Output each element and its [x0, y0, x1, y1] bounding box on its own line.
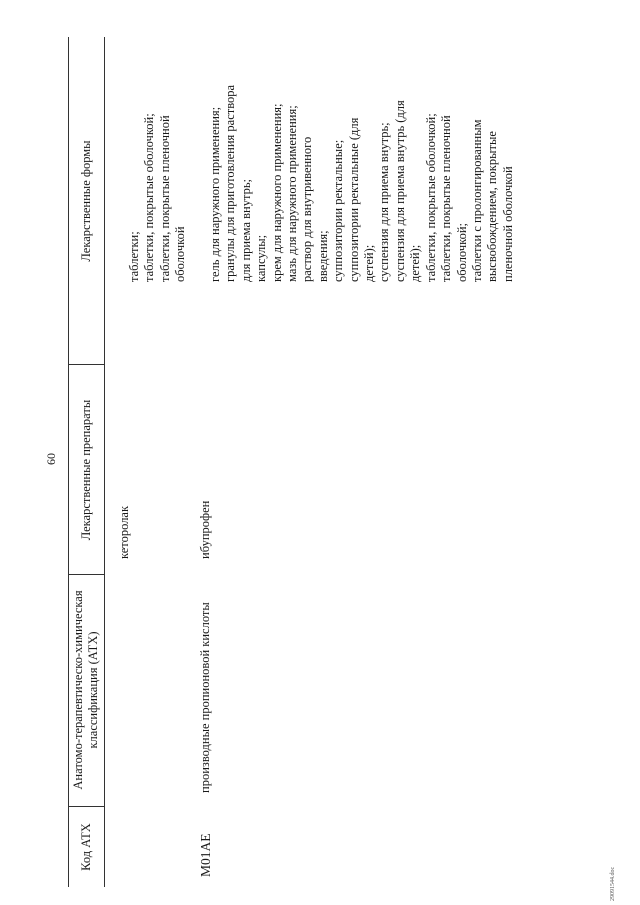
table-row-1-drug: кеторолак — [117, 505, 131, 559]
table-row-1-forms — [127, 113, 189, 282]
form-line: таблетки, покрытые пленочной — [439, 115, 454, 282]
table-row-2-forms — [208, 85, 516, 282]
form-line: капсулы; — [254, 234, 269, 282]
header-drugs: Лекарственные препараты — [79, 399, 93, 541]
page-number: 60 — [44, 453, 58, 465]
form-line: суспензия для приема внутрь (для — [392, 100, 407, 282]
rotated-page — [0, 25, 640, 905]
form-line: детей); — [408, 244, 423, 282]
form-line: крем для наружного применения; — [269, 103, 284, 282]
header-bottom-border — [104, 37, 105, 887]
form-line: мазь для наружного применения; — [285, 105, 300, 282]
form-line: раствор для внутривенного — [300, 136, 315, 282]
table-row-2-drug: ибупрофен — [198, 500, 212, 559]
form-line: таблетки, покрытые пленочной — [157, 115, 172, 282]
header-code: Код АТХ — [79, 823, 93, 871]
table-row-2-classification: производные пропионовой кислоты — [198, 602, 212, 793]
form-line: детей); — [362, 244, 377, 282]
form-line: суппозитории ректальные; — [331, 139, 346, 282]
form-line: пленочной оболочкой — [500, 166, 515, 282]
form-line: гранулы для приготовления раствора — [223, 84, 238, 282]
form-line: таблетки; — [127, 231, 141, 282]
form-line: таблетки, покрытые оболочкой; — [142, 113, 157, 282]
form-line: введения; — [315, 230, 330, 282]
table-top-border — [68, 37, 69, 887]
form-line: для приема внутрь; — [238, 178, 253, 282]
form-line: гель для наружного применения; — [208, 106, 222, 282]
form-line: суспензия для приема внутрь; — [377, 122, 392, 282]
form-line: таблетки с пролонгированным — [469, 119, 484, 282]
document-id: 29091544.doc — [610, 866, 616, 901]
form-line: оболочкой — [173, 226, 188, 282]
form-line: оболочкой; — [454, 223, 469, 282]
header-classification: Анатомо-терапевтическо-химическая классификация (АТХ) — [71, 590, 100, 790]
table-row-2-code: M01AE — [198, 833, 213, 877]
header-forms: Лекарственные формы — [79, 140, 93, 262]
form-line: высвобождением, покрытые — [485, 131, 500, 282]
form-line: суппозитории ректальные (для — [346, 117, 361, 282]
form-line: таблетки, покрытые оболочкой; — [423, 113, 438, 282]
